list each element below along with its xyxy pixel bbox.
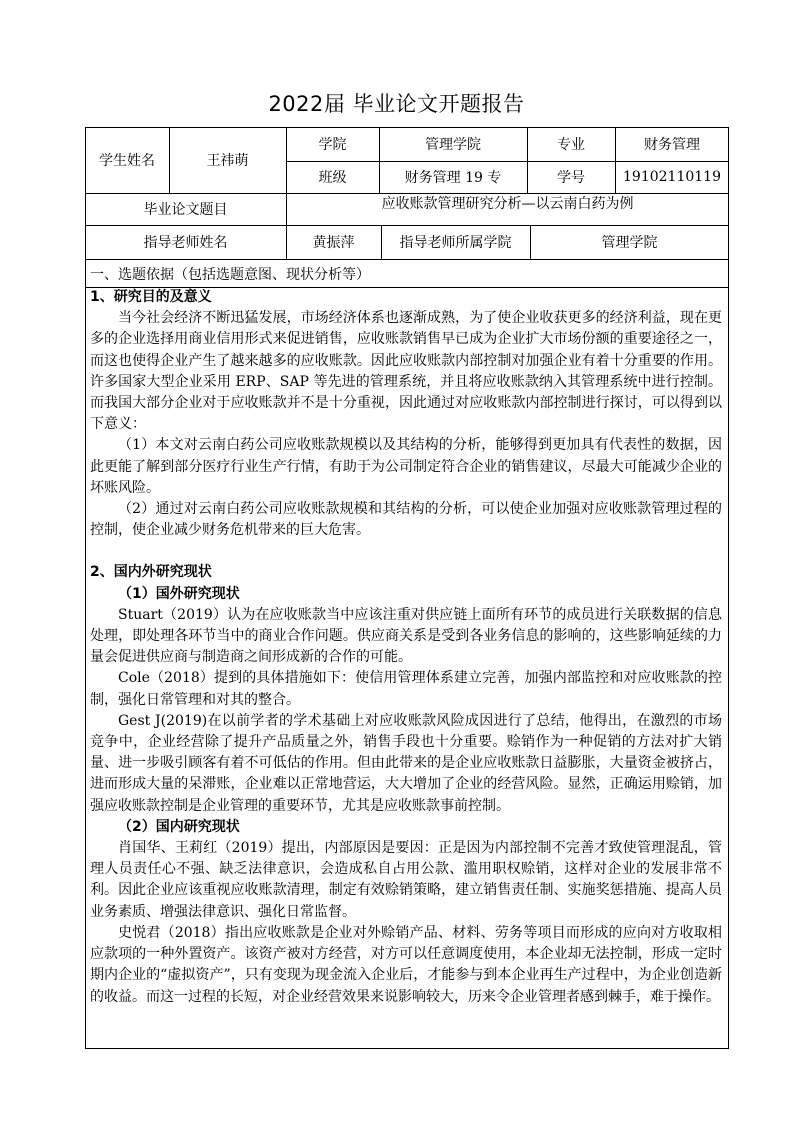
heading-research-status: 2、国内外研究现状 <box>90 564 212 581</box>
thesis-title-label: 毕业论文题目 <box>143 202 228 218</box>
document-title: 2022届 毕业论文开题报告 <box>268 92 525 116</box>
paragraph: Stuart（2019）认为在应收账款当中应该注重对供应链上面所有环节的成员进行关联数据的信息处理，即处理各环节当中的商业合作问题。供应商关系是受到各业务信息的影响的，这些影响延续的力量会促进供应商与制造商之间形成新的合作的可能。 <box>90 606 722 666</box>
section-body <box>90 287 722 1008</box>
class-label: 班级 <box>318 170 347 186</box>
row-divider <box>85 259 729 260</box>
paragraph: Gest J(2019)在以前学者的学术基础上对应收账款风险成因进行了总结，他得出，在激烈的市场竞争中，企业经营除了提升产品质量之外，销售手段也十分重要。赊销作为一种促销的方法对扩大销量、进一步吸引顾客有着不可低估的作用。但由此带来的是企业应收账款日益膨胀，大量资金被挤占，进而形成大量的呆滞账，企业难以正常地营运，大大增加了企业的经营风险。显然，正确运用赊销，加强应收账款控制是企业管理的重要环节，尤其是应收账款事前控制。 <box>90 712 722 814</box>
paragraph: （2）通过对云南白药公司应收账款规模和其结构的分析，可以使企业加强对应收账款管理过程的控制，使企业减少财务危机带来的巨大危害。 <box>90 501 722 539</box>
advisor-value: 黄振萍 <box>312 235 355 251</box>
college-label: 学院 <box>318 137 347 153</box>
student-id-value: 19102110119 <box>623 169 721 185</box>
college-value: 管理学院 <box>425 137 481 153</box>
heading-research-purpose: 1、研究目的及意义 <box>90 289 212 305</box>
paragraph: 史悦君（2018）指出应收账款是企业对外赊销产品、材料、劳务等项目而形成的应向对方收取相应款项的一种外置资产。该资产被对方经营，对方可以任意调度使用，本企业却无法控制，形成一定时期内企业的“虚拟资产”，只有变现为现金流入企业后，才能参与到本企业再生产过程中，为企业创造新的收益。而这一过程的长短，对企业经营效果来说影响较大，历来令企业管理者感到棘手，难于操作。 <box>90 924 722 1005</box>
student-id-label: 学号 <box>557 170 585 186</box>
student-name-value: 王祎萌 <box>206 153 249 169</box>
subheading-domestic: （2）国内研究现状 <box>118 818 240 835</box>
student-name-label: 学生姓名 <box>99 153 155 169</box>
spacer <box>90 541 722 562</box>
advisor-college-label: 指导老师所属学院 <box>399 235 512 251</box>
subheading-foreign: （1）国外研究现状 <box>118 585 240 602</box>
advisor-label: 指导老师姓名 <box>143 235 228 251</box>
major-label: 专业 <box>557 137 585 153</box>
class-value: 财务管理 19 专 <box>404 170 502 186</box>
section-heading: 一、选题依据（包括选题意图、现状分析等） <box>90 267 370 283</box>
paragraph: 当今社会经济不断迅猛发展，市场经济体系也逐渐成熟，为了使企业收获更多的经济利益，现在更多的企业选择用商业信用形式来促进销售，应收账款销售早已成为企业扩大市场份额的重要途径之一，而这也使得企业产生了越来越多的应收账款。因此应收账款内部控制对加强企业有着十分重要的作用。许多国家大型企业采用 ERP、SAP 等先进的管理系统，并且将应收账款纳入其管理系统中进行控制。而我国大部分企业对于应收账款并不是十分重视，因此通过对应收账款内部控制进行探讨，可以得到以下意义： <box>90 310 722 433</box>
major-value: 财务管理 <box>644 137 700 153</box>
paragraph: Cole（2018）提到的具体措施如下：使信用管理体系建立完善，加强内部监控和对应收账款的控制，强化日常管理和对其的整合。 <box>90 670 722 708</box>
advisor-college-value: 管理学院 <box>601 235 658 251</box>
paragraph: 肖国华、王莉红（2019）提出，内部原因是要因：正是因为内部控制不完善才致使管理混乱，管理人员责任心不强、缺乏法律意识，会造成私自占用公款、滥用职权赊销，这样对企业的发展非常不利。因此企业应该重视应收账款清理，制定有效赊销策略，建立销售责任制、实施奖惩措施、提高人员业务素质、增强法律意识、强化日常监督。 <box>90 840 722 920</box>
paragraph: （1）本文对云南白药公司应收账款规模以及其结构的分析，能够得到更加具有代表性的数据，因此更能了解到部分医疗行业生产行情，有助于为公司制定符合企业的销售建议，尽最大可能减少企业的坏账风险。 <box>90 437 722 496</box>
thesis-title-value: 应收账款管理研究分析—以云南白药为例 <box>381 196 634 212</box>
